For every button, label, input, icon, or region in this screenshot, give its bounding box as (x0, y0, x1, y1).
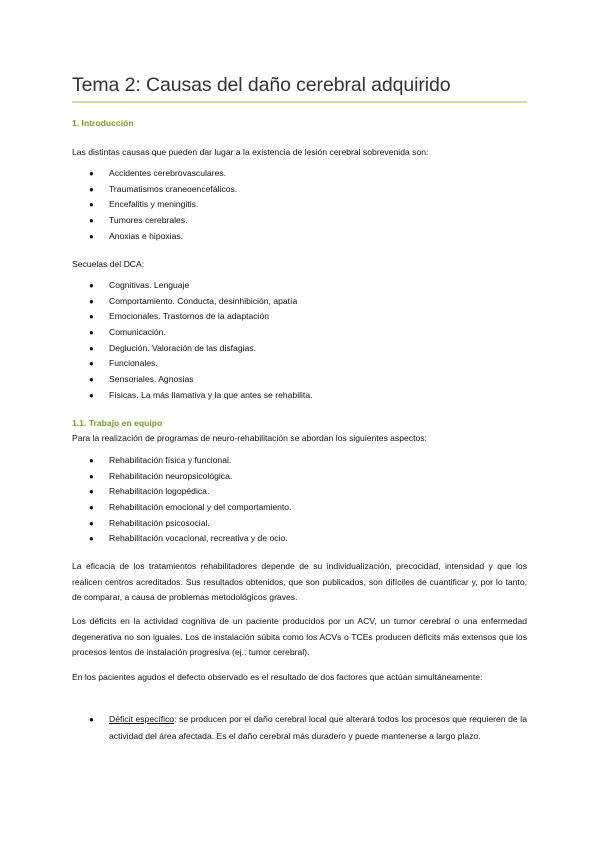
deficit-especifico-item (72, 711, 527, 745)
list-item: ● Tumores cerebrales. (72, 213, 237, 229)
bullet-icon: ● (89, 169, 94, 178)
aspects-intro-paragraph: Para la realización de programas de neuro-rehabilitación se abordan los siguientes aspectos: (72, 433, 427, 443)
bullet-icon: ● (89, 200, 94, 210)
list-item: ● Anoxias e hipoxias. (72, 229, 237, 245)
bullet-icon: ● (89, 184, 94, 194)
bullet-icon: ● (89, 359, 94, 369)
bullet-icon: ● (89, 312, 94, 322)
bullet-icon: ● (89, 281, 94, 290)
deficit-term: Déficit específico (109, 714, 175, 724)
bullet-icon: ● (89, 375, 94, 385)
bullet-icon: ● (89, 715, 94, 724)
eficacia-paragraph: La eficacia de los tratamientos rehabilitadores depende de su individualización, precocidad, intensidad y que los realicen centros acreditados. Sus resultados obtenidos, que son publicados, son difíciles de cuantificar y, por lo tanto, de comparar, a causa de problemas metodológicos graves. (72, 561, 527, 602)
list-item: ● Físicas. La más llamativa y la que antes se rehabilita. (72, 388, 312, 404)
bullet-icon: ● (89, 390, 94, 400)
bullet-icon: ● (89, 216, 94, 226)
list-item: ● Deglución. Valoración de las disfagias. (72, 341, 312, 357)
list-item: ● Sensoriales. Agnosias (72, 372, 312, 388)
document-title: Tema 2: Causas del daño cerebral adquirido (72, 74, 451, 96)
section-heading-introduccion: 1. Introducción (72, 118, 134, 128)
list-item: ● Cognitivas. Lenguaje (72, 278, 312, 294)
causes-list (72, 166, 237, 244)
list-item: ● Comportamiento. Conducta, desinhibición, apatía (72, 294, 312, 310)
secuelas-list (72, 278, 312, 404)
list-item: ● Traumatismos craneoencefálicos. (72, 182, 237, 198)
bullet-icon: ● (89, 456, 94, 465)
deficit-description: : se producen por el daño cerebral local que alterará todos los procesos que requieren de la actividad del área afectada. Es el daño cerebral más duradero y puede mantenerse a largo plazo. (109, 714, 527, 741)
bullet-icon: ● (89, 231, 94, 241)
bullet-icon: ● (89, 487, 94, 497)
list-item: ● Rehabilitación logopédica. (72, 484, 291, 500)
pacientes-agudos-paragraph: En los pacientes agudos el defecto observado es el resultado de dos factores que actúan simultáneamente: (72, 672, 483, 682)
list-item: ● Rehabilitación vocacional, recreativa y de ocio. (72, 531, 291, 547)
bullet-icon: ● (89, 328, 94, 338)
deficits-paragraph: Los déficits en la actividad cognitiva de un paciente producidos por un ACV, un tumor cerebral o una enfermedad degenerativa no son iguales. Los de instalación súbita como los ACVs o TCEs producen déficits más extensos que los procesos lentos de instalación progresiva (ej.: tumor cerebral). (72, 616, 527, 657)
list-item: ● Accidentes cerebrovasculares. (72, 166, 237, 182)
list-item: ● Funcionales. (72, 356, 312, 372)
deficit-especifico-text (109, 711, 527, 745)
section-heading-trabajo-en-equipo: 1.1. Trabajo en equipo (72, 418, 163, 428)
list-item: ● Rehabilitación física y funcional. (72, 453, 291, 469)
secuelas-label: Secuelas del DCA: (72, 259, 145, 269)
list-item: ● Emocionales. Trastornos de la adaptación (72, 309, 312, 325)
list-item: ● Rehabilitación psicosocial. (72, 516, 291, 532)
title-underline (72, 101, 527, 103)
bullet-icon: ● (89, 503, 94, 513)
bullet-icon: ● (89, 534, 94, 544)
causes-intro-paragraph: Las distintas causas que pueden dar lugar a la existencia de lesión cerebral sobrevenida son: (72, 147, 429, 157)
bullet-icon: ● (89, 518, 94, 528)
bullet-icon: ● (89, 471, 94, 481)
list-item: ● Encefalitis y meningitis. (72, 197, 237, 213)
list-item: ● Rehabilitación emocional y del comportamiento. (72, 500, 291, 516)
aspects-list-items (72, 453, 291, 547)
bullet-icon: ● (89, 296, 94, 306)
list-item: ● Rehabilitación neuropsicológica. (72, 469, 291, 485)
bullet-icon: ● (89, 343, 94, 353)
list-item: ● Comunicación. (72, 325, 312, 341)
